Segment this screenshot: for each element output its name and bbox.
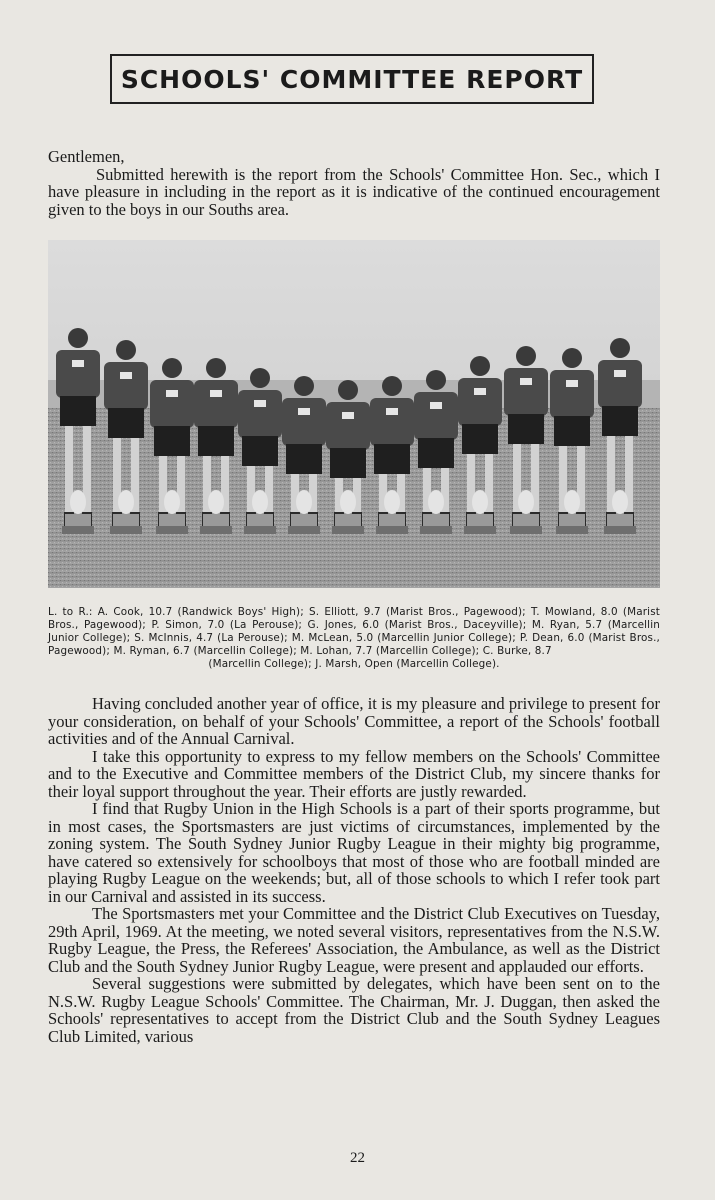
paragraph-1: Having concluded another year of office, it is my pleasure and privilege to present for your consideration, on behalf of your Schools' Committee, a report of the Schools' football activities and of the Annual Carnival. (48, 694, 660, 748)
page-number: 22 (350, 1150, 365, 1166)
paragraph-3: I find that Rugby Union in the High Schools is a part of their sports programme, but in most cases, the Sportsmasters are just victims of circumstances, implemented by the zoning system. The South Sydney Junior Rugby League in their mighty big programme, have catered so extensively for schoolboys that most of those who are football minded are playing Rugby League on the weekends; but, all of those schools to which I refer took part in our Carnival and assisted in its success. (48, 799, 660, 906)
caption-last-line: (Marcellin College); J. Marsh, Open (Marcellin College). (208, 658, 500, 670)
report-title: SCHOOLS' COMMITTEE REPORT (110, 54, 594, 104)
team-photo (48, 240, 660, 588)
paragraph-4: The Sportsmasters met your Committee and the District Club Executives on Tuesday, 29th April, 1969. At the meeting, we noted several visitors, representatives from the N.S.W. Rugby League, the Press, the Referees' Association, the Ambulance, as well as the District Club and the South Sydney Junior Rugby League, were present and applauded our efforts. (48, 904, 660, 976)
paragraph-2: I take this opportunity to express to my fellow members on the Schools' Committee and to the Executive and Committee members of the District Club, my sincere thanks for their loyal support throughout the year. Their efforts are justly rewarded. (48, 746, 660, 801)
intro-paragraph: Submitted herewith is the report from the Schools' Committee Hon. Sec., which I have pleasure in including in the report as it is indicative of the continued encouragement given to the boys in our Souths area. (48, 164, 660, 219)
photo-caption (48, 606, 660, 671)
salutation: Gentlemen, (48, 147, 125, 166)
intro-section (48, 148, 660, 218)
paragraph-5: Several suggestions were submitted by delegates, which have been sent on to the N.S.W. Rugby League Schools' Committee. The Chairman, Mr. J. Duggan, then asked the Schools' representatives to accept from the District Club and the South Sydney Leagues Club Limited, various (48, 974, 660, 1046)
caption-main: L. to R.: A. Cook, 10.7 (Randwick Boys' High); S. Elliott, 9.7 (Marist Bros., Pagewood); T. Mowland, 8.0 (Marist Bros., Pagewood); P. Simon, 7.0 (La Perouse); G. Jones, 6.0 (Marist Bros., Daceyville); M. Ryan, 5.7 (Marcellin Junior College); S. McInnis, 4.7 (La Perouse); M. McLean, 5.0 (Marcellin Junior College); P. Dean, 6.0 (Marist Bros., Pagewood); M. Ryman, 6.7 (Marcellin College); M. Lohan, 7.7 (Marcellin College); C. Burke, 8.7 (48, 606, 660, 657)
report-body (48, 695, 660, 1045)
